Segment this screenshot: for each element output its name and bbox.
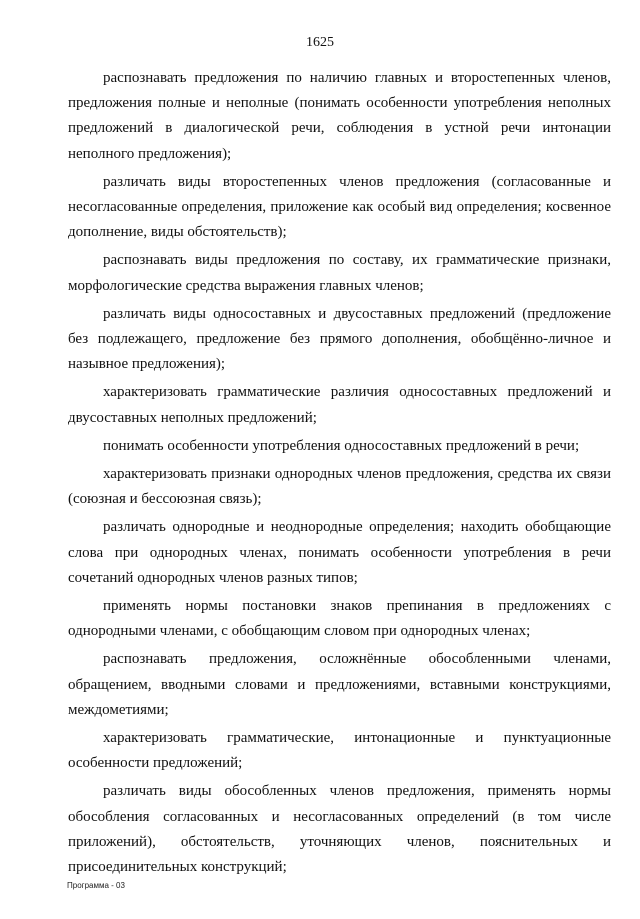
paragraph: характеризовать грамматические, интонационные и пунктуационные особенности предложений; (68, 730, 611, 772)
paragraph: характеризовать признаки однородных членов предложения, средства их связи (союзная и бессоюзная связь); (68, 466, 611, 508)
paragraph: распознавать предложения по наличию главных и второстепенных членов, предложения полные и неполные (понимать особенности употребления неполных предложений в диалогической речи, соблюдения в устной речи интонации неполного предложения); (68, 70, 611, 162)
paragraph: применять нормы постановки знаков препинания в предложениях с однородными членами, с обобщающим словом при однородных членах; (68, 598, 611, 640)
paragraph: различать виды обособленных членов предложения, применять нормы обособления согласованных и несогласованных определений (в том числе приложений), обстоятельств, уточняющих членов, пояснительных и присоединительных конструкций; (68, 783, 611, 876)
body-text (68, 66, 611, 883)
paragraph: распознавать предложения, осложнённые обособленными членами, обращением, вводными словами и предложениями, вставными конструкциями, междометиями; (68, 651, 611, 718)
paragraph: характеризовать грамматические различия односоставных предложений и двусоставных неполных предложений; (68, 384, 611, 426)
paragraph: различать однородные и неоднородные определения; находить обобщающие слова при однородных членах, понимать особенности употребления в речи сочетаний однородных членов разных типов; (68, 519, 611, 586)
paragraph: различать виды односоставных и двусоставных предложений (предложение без подлежащего, предложение без прямого дополнения, обобщённо-личное и назывное предложения); (68, 305, 611, 373)
page-number: 1625 (306, 35, 334, 50)
paragraph: распознавать виды предложения по составу, их грамматические признаки, морфологические средства выражения главных членов; (68, 252, 611, 294)
paragraph: понимать особенности употребления односоставных предложений в речи; (103, 437, 580, 454)
footer-label: Программа - 03 (67, 881, 125, 890)
paragraph: различать виды второстепенных членов предложения (согласованные и несогласованные определения, приложение как особый вид определения; косвенное дополнение, виды обстоятельств); (68, 173, 611, 241)
